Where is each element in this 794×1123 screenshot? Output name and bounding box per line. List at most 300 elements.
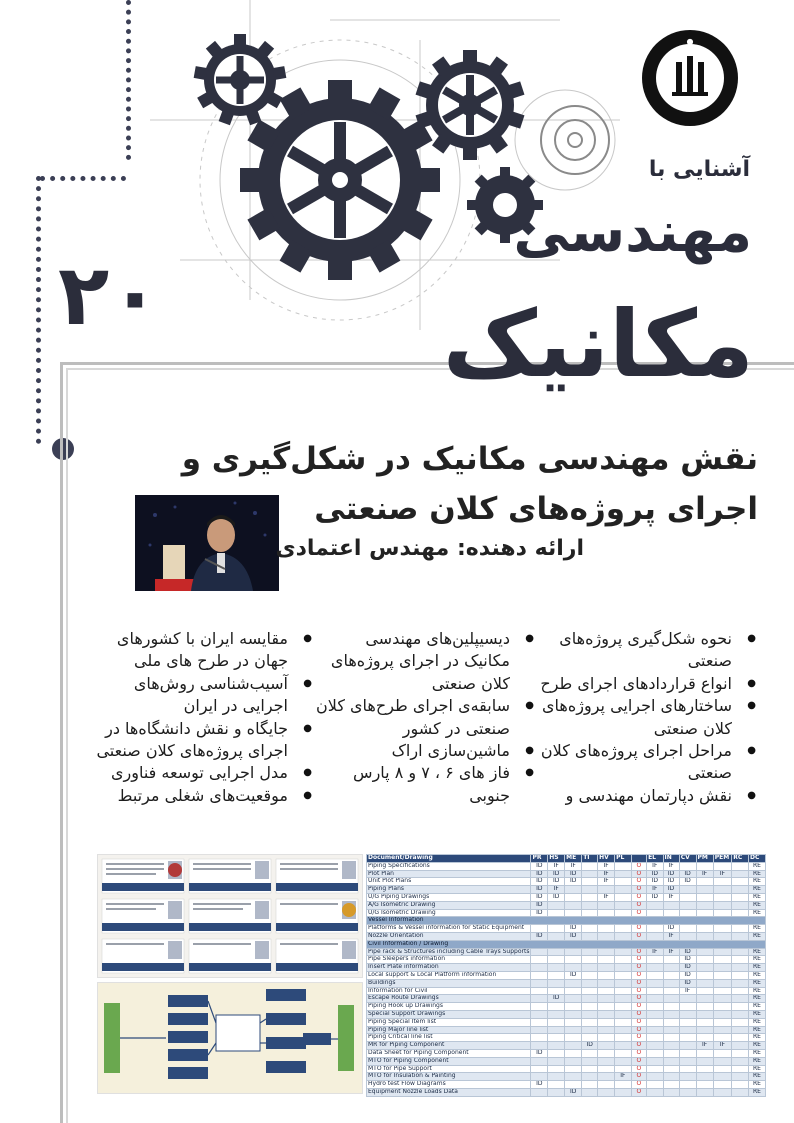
- table-cell: [696, 1081, 713, 1089]
- table-cell: [565, 886, 582, 894]
- table-cell: RE: [748, 956, 765, 964]
- table-cell: O: [631, 987, 646, 995]
- table-cell: [679, 1034, 696, 1042]
- table-cell: ID: [531, 901, 548, 909]
- table-cell: [696, 893, 713, 901]
- table-cell: [582, 1026, 598, 1034]
- table-cell: [696, 932, 713, 940]
- table-cell: [713, 948, 732, 956]
- table-cell: [582, 1018, 598, 1026]
- table-cell: [713, 925, 732, 933]
- table-cell: Local support & Local Platform information: [367, 971, 531, 979]
- table-cell: [732, 995, 749, 1003]
- table-cell: [713, 971, 732, 979]
- table-cell: [582, 948, 598, 956]
- table-cell: [548, 964, 565, 972]
- slide-thumbnail-grid: [97, 854, 363, 978]
- table-cell: [696, 1010, 713, 1018]
- table-cell: ID: [679, 971, 696, 979]
- table-cell: ID: [679, 956, 696, 964]
- table-cell: MR for Piping Component: [367, 1042, 531, 1050]
- small-gear-icon: [194, 34, 287, 125]
- table-cell: [598, 956, 615, 964]
- table-cell: [615, 1026, 632, 1034]
- table-cell: [647, 1018, 663, 1026]
- table-cell: [565, 1065, 582, 1073]
- table-cell: [696, 862, 713, 870]
- table-cell: [582, 870, 598, 878]
- table-cell: [663, 1049, 679, 1057]
- table-cell: [598, 995, 615, 1003]
- table-cell: ID: [531, 862, 548, 870]
- topics-column-left: [94, 628, 310, 807]
- talk-title: نقش مهندسی مکانیک در شکل‌گیری و اجرای پروژه‌های کلان صنعتی: [181, 441, 758, 527]
- table-cell: [582, 1010, 598, 1018]
- table-cell: [679, 1010, 696, 1018]
- table-header-cell: HS: [548, 855, 565, 863]
- table-cell: IF: [663, 862, 679, 870]
- table-cell: Vessel Information: [367, 917, 766, 925]
- table-cell: [615, 909, 632, 917]
- table-cell: [647, 901, 663, 909]
- table-cell: [598, 1026, 615, 1034]
- table-cell: RE: [748, 909, 765, 917]
- table-cell: [598, 1018, 615, 1026]
- svg-text:●: ●: [686, 37, 694, 46]
- table-cell: [548, 1003, 565, 1011]
- table-cell: ID: [548, 995, 565, 1003]
- table-cell: [615, 1057, 632, 1065]
- table-row: [367, 1057, 766, 1065]
- table-cell: [696, 886, 713, 894]
- table-cell: [565, 909, 582, 917]
- table-cell: MTO for Piping Component: [367, 1057, 531, 1065]
- table-cell: [679, 1018, 696, 1026]
- table-cell: [582, 1073, 598, 1081]
- table-cell: [531, 948, 548, 956]
- table-cell: [531, 964, 548, 972]
- table-cell: RE: [748, 893, 765, 901]
- table-cell: [713, 1065, 732, 1073]
- table-cell: IF: [663, 948, 679, 956]
- table-cell: [598, 1049, 615, 1057]
- table-header-cell: CV: [679, 855, 696, 863]
- table-cell: Unit Plot Plans: [367, 878, 531, 886]
- table-cell: [713, 1057, 732, 1065]
- list-item: ● ساختارهای اجرایی پروژه‌های کلان صنعتی: [538, 695, 732, 740]
- table-cell: [531, 1018, 548, 1026]
- table-cell: [713, 932, 732, 940]
- table-cell: O: [631, 1034, 646, 1042]
- table-cell: O: [631, 1088, 646, 1096]
- list-item: ● ماشین‌سازی اراک: [316, 740, 510, 762]
- table-cell: [531, 1088, 548, 1096]
- table-cell: [598, 1065, 615, 1073]
- table-cell: [565, 956, 582, 964]
- table-cell: [647, 1081, 663, 1089]
- table-cell: [732, 964, 749, 972]
- list-item: ● فاز های ۶ ، ۷ و ۸ پارس جنوبی: [316, 762, 510, 807]
- table-cell: [663, 909, 679, 917]
- table-cell: [679, 1026, 696, 1034]
- table-cell: [582, 909, 598, 917]
- table-cell: [732, 971, 749, 979]
- table-cell: Hydro test Flow Diagrams: [367, 1081, 531, 1089]
- table-cell: [531, 1073, 548, 1081]
- table-cell: [663, 1042, 679, 1050]
- table-cell: [647, 932, 663, 940]
- table-cell: [663, 1065, 679, 1073]
- table-cell: [531, 971, 548, 979]
- dotted-line: [36, 176, 41, 444]
- table-cell: Plot Plan: [367, 870, 531, 878]
- table-cell: [615, 1042, 632, 1050]
- series-label: آشنایی با: [648, 157, 750, 182]
- table-cell: [696, 987, 713, 995]
- table-cell: [582, 1034, 598, 1042]
- table-cell: [663, 1057, 679, 1065]
- table-cell: [732, 1073, 749, 1081]
- table-cell: [713, 1010, 732, 1018]
- topics-column-right: [538, 628, 754, 807]
- table-cell: ID: [531, 932, 548, 940]
- table-cell: [732, 1081, 749, 1089]
- table-header-cell: RC: [732, 855, 749, 863]
- table-cell: O: [631, 979, 646, 987]
- table-cell: [732, 956, 749, 964]
- table-cell: ID: [531, 878, 548, 886]
- table-cell: [582, 925, 598, 933]
- table-cell: [598, 1057, 615, 1065]
- table-cell: O: [631, 862, 646, 870]
- table-cell: [732, 987, 749, 995]
- table-row: [367, 964, 766, 972]
- table-header-cell: PEM: [713, 855, 732, 863]
- table-cell: ID: [548, 893, 565, 901]
- table-cell: [696, 995, 713, 1003]
- table-cell: IF: [713, 1042, 732, 1050]
- table-cell: Equipment Nozzle Loads Data: [367, 1088, 531, 1096]
- table-cell: [531, 956, 548, 964]
- table-cell: Information for Civil: [367, 987, 531, 995]
- table-cell: [696, 1088, 713, 1096]
- table-cell: RE: [748, 1057, 765, 1065]
- table-cell: ID: [565, 878, 582, 886]
- table-cell: [696, 1034, 713, 1042]
- table-cell: [548, 971, 565, 979]
- table-cell: [663, 1034, 679, 1042]
- dotted-line: [40, 176, 126, 181]
- table-cell: O: [631, 893, 646, 901]
- table-cell: [615, 971, 632, 979]
- table-cell: [713, 878, 732, 886]
- table-cell: O: [631, 948, 646, 956]
- table-cell: [565, 995, 582, 1003]
- table-cell: [663, 1073, 679, 1081]
- table-cell: [565, 948, 582, 956]
- table-cell: RE: [748, 870, 765, 878]
- table-cell: [647, 1073, 663, 1081]
- table-cell: O: [631, 1057, 646, 1065]
- list-item: ● مراحل اجرای پروژه‌های کلان صنعتی: [538, 740, 732, 785]
- table-cell: [565, 1034, 582, 1042]
- table-cell: RE: [748, 1049, 765, 1057]
- table-cell: ID: [531, 1049, 548, 1057]
- table-cell: [732, 886, 749, 894]
- table-cell: O: [631, 956, 646, 964]
- table-cell: [598, 1081, 615, 1089]
- table-cell: ID: [548, 870, 565, 878]
- table-cell: [531, 987, 548, 995]
- table-cell: Piping Major line list: [367, 1026, 531, 1034]
- table-cell: O: [631, 1042, 646, 1050]
- table-cell: Piping Special Item list: [367, 1018, 531, 1026]
- workflow-diagram: [97, 982, 363, 1094]
- outline-gear-icon: [541, 106, 609, 174]
- table-cell: [732, 1088, 749, 1096]
- table-cell: [565, 979, 582, 987]
- table-cell: [548, 1081, 565, 1089]
- table-cell: [582, 886, 598, 894]
- table-cell: [565, 901, 582, 909]
- table-cell: [565, 1081, 582, 1089]
- table-row: [367, 893, 766, 901]
- table-header-cell: [631, 855, 646, 863]
- table-cell: [615, 893, 632, 901]
- table-cell: [615, 964, 632, 972]
- list-item: ● مقایسه ایران با کشورهای جهان در طرح های ملی: [94, 628, 288, 673]
- table-cell: [582, 956, 598, 964]
- table-cell: O: [631, 886, 646, 894]
- table-cell: RE: [748, 1003, 765, 1011]
- table-section-row: [367, 917, 766, 925]
- table-cell: [663, 1010, 679, 1018]
- table-cell: [732, 1065, 749, 1073]
- table-cell: [713, 1018, 732, 1026]
- table-row: [367, 932, 766, 940]
- table-cell: [582, 862, 598, 870]
- table-cell: [548, 979, 565, 987]
- dot-endcap: [52, 438, 74, 460]
- table-cell: [582, 1081, 598, 1089]
- table-cell: [647, 1088, 663, 1096]
- table-cell: [548, 987, 565, 995]
- table-cell: [598, 987, 615, 995]
- table-cell: [732, 1010, 749, 1018]
- table-cell: [598, 948, 615, 956]
- table-cell: O: [631, 925, 646, 933]
- table-cell: [598, 1088, 615, 1096]
- table-cell: [713, 979, 732, 987]
- table-cell: Civil Information / Drawing: [367, 940, 766, 948]
- table-cell: ID: [531, 886, 548, 894]
- table-cell: [679, 1003, 696, 1011]
- table-cell: [696, 1073, 713, 1081]
- table-row: [367, 971, 766, 979]
- table-cell: [565, 1010, 582, 1018]
- table-cell: RE: [748, 878, 765, 886]
- table-cell: [615, 1018, 632, 1026]
- table-cell: IF: [615, 1073, 632, 1081]
- table-cell: [679, 1065, 696, 1073]
- table-cell: O: [631, 878, 646, 886]
- table-cell: [663, 987, 679, 995]
- table-cell: [732, 1018, 749, 1026]
- table-row: [367, 1081, 766, 1089]
- table-row: [367, 979, 766, 987]
- table-cell: [663, 901, 679, 909]
- table-cell: [548, 932, 565, 940]
- table-cell: [679, 1081, 696, 1089]
- table-row: [367, 1049, 766, 1057]
- table-cell: RE: [748, 901, 765, 909]
- table-cell: [732, 870, 749, 878]
- table-cell: [663, 1088, 679, 1096]
- table-row: [367, 925, 766, 933]
- table-cell: Data Sheet for Piping Component: [367, 1049, 531, 1057]
- table-cell: ID: [565, 1088, 582, 1096]
- table-cell: [598, 932, 615, 940]
- table-cell: [565, 893, 582, 901]
- table-cell: IF: [647, 862, 663, 870]
- table-cell: [548, 948, 565, 956]
- table-cell: ID: [679, 878, 696, 886]
- table-cell: [615, 1003, 632, 1011]
- table-row: [367, 862, 766, 870]
- table-cell: IF: [598, 893, 615, 901]
- table-cell: [679, 1057, 696, 1065]
- table-cell: [598, 909, 615, 917]
- table-cell: RE: [748, 1010, 765, 1018]
- table-cell: [615, 886, 632, 894]
- table-cell: [679, 1088, 696, 1096]
- table-row: [367, 1073, 766, 1081]
- table-cell: [696, 1026, 713, 1034]
- table-section-row: [367, 940, 766, 948]
- gear-icon: [416, 50, 525, 160]
- table-cell: IF: [548, 862, 565, 870]
- table-cell: [531, 1026, 548, 1034]
- table-cell: [615, 1065, 632, 1073]
- table-row: [367, 1003, 766, 1011]
- table-cell: [582, 893, 598, 901]
- table-cell: [679, 1073, 696, 1081]
- table-cell: [663, 964, 679, 972]
- table-cell: O: [631, 932, 646, 940]
- table-cell: [548, 1073, 565, 1081]
- table-cell: [598, 901, 615, 909]
- table-cell: [679, 925, 696, 933]
- table-cell: ID: [548, 878, 565, 886]
- table-cell: [531, 1042, 548, 1050]
- list-item: ● جایگاه و نقش دانشگاه‌ها در اجرای پروژه‌های کلان صنعتی: [94, 718, 288, 763]
- list-item: ● سابقه‌ی اجرای طرح‌های کلان صنعتی در کشور: [316, 695, 510, 740]
- table-cell: [713, 1088, 732, 1096]
- table-cell: [732, 932, 749, 940]
- table-cell: [663, 1081, 679, 1089]
- table-cell: ID: [663, 886, 679, 894]
- table-row: [367, 995, 766, 1003]
- table-cell: [582, 932, 598, 940]
- table-cell: [548, 1042, 565, 1050]
- table-cell: [531, 1065, 548, 1073]
- table-cell: [732, 878, 749, 886]
- table-cell: [679, 932, 696, 940]
- dotted-line: [126, 0, 131, 160]
- table-cell: ID: [647, 878, 663, 886]
- table-cell: [582, 1088, 598, 1096]
- table-cell: [582, 901, 598, 909]
- table-cell: [615, 932, 632, 940]
- table-cell: [647, 995, 663, 1003]
- table-cell: IF: [647, 948, 663, 956]
- table-cell: [548, 1034, 565, 1042]
- table-header-cell: IN: [663, 855, 679, 863]
- table-cell: [732, 1026, 749, 1034]
- table-cell: [713, 995, 732, 1003]
- list-item: ● دیسیپلین‌های مهندسی مکانیک در اجرای پروژه‌های کلان صنعتی: [316, 628, 510, 695]
- table-cell: [663, 1026, 679, 1034]
- table-cell: Buildings: [367, 979, 531, 987]
- table-cell: [696, 1018, 713, 1026]
- table-cell: [663, 995, 679, 1003]
- table-cell: [732, 1003, 749, 1011]
- table-cell: ID: [663, 925, 679, 933]
- table-cell: RE: [748, 1088, 765, 1096]
- table-cell: Piping Specifications: [367, 862, 531, 870]
- table-cell: [732, 1057, 749, 1065]
- table-row: [367, 886, 766, 894]
- table-cell: RE: [748, 995, 765, 1003]
- table-cell: ID: [663, 870, 679, 878]
- table-cell: [582, 1057, 598, 1065]
- table-cell: [732, 1042, 749, 1050]
- table-cell: [565, 1073, 582, 1081]
- table-cell: [582, 971, 598, 979]
- table-cell: [647, 1003, 663, 1011]
- table-header-cell: PM: [696, 855, 713, 863]
- table-cell: [732, 925, 749, 933]
- table-cell: [615, 878, 632, 886]
- table-cell: [598, 979, 615, 987]
- table-cell: RE: [748, 1034, 765, 1042]
- table-cell: [732, 1034, 749, 1042]
- large-gear-icon: [240, 80, 440, 280]
- table-cell: Pipe rack & Structures including Cable Trays Supports: [368, 948, 530, 955]
- table-cell: [548, 1057, 565, 1065]
- table-cell: Piping Critical line list: [367, 1034, 531, 1042]
- table-cell: [565, 1003, 582, 1011]
- table-cell: ID: [531, 909, 548, 917]
- table-header-cell: TI: [582, 855, 598, 863]
- table-cell: Insert Plate information: [367, 964, 531, 972]
- table-cell: [732, 901, 749, 909]
- table-row: [367, 909, 766, 917]
- table-cell: [582, 1049, 598, 1057]
- table-cell: [531, 1057, 548, 1065]
- table-cell: [615, 948, 632, 956]
- table-cell: [679, 862, 696, 870]
- table-cell: [598, 1003, 615, 1011]
- table-cell: [696, 878, 713, 886]
- table-cell: [647, 964, 663, 972]
- table-cell: [615, 901, 632, 909]
- table-row: [367, 1042, 766, 1050]
- table-cell: [679, 1049, 696, 1057]
- table-cell: [713, 964, 732, 972]
- table-cell: [647, 1065, 663, 1073]
- table-cell: RE: [748, 862, 765, 870]
